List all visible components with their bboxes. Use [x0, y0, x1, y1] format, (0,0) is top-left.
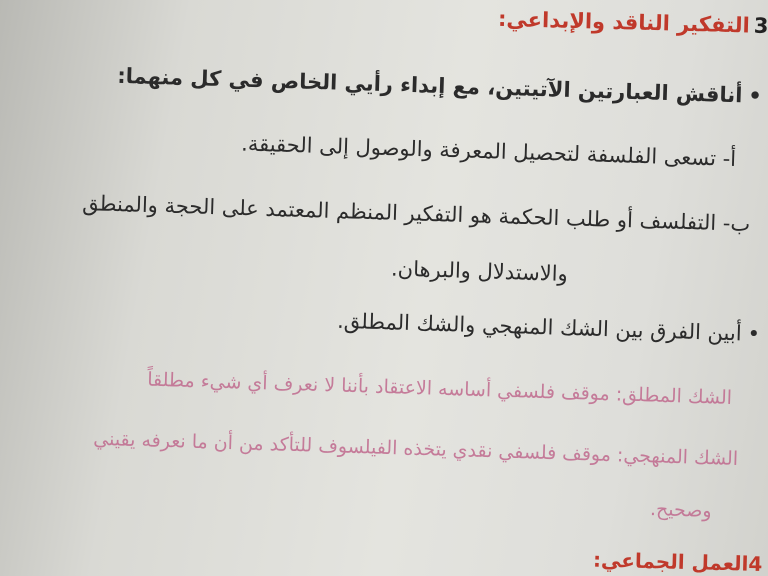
- next-section-heading: [592, 548, 762, 576]
- question-1-item-b-line-2: والاستدلال والبرهان.: [391, 256, 569, 286]
- question-2-text: أبين الفرق بين الشك المنهجي والشك المطلق.: [336, 308, 742, 346]
- bullet-icon: •: [748, 83, 763, 108]
- next-section-title: العمل الجماعي:: [592, 547, 749, 576]
- answer-methodical-doubt-line-1: الشك المنهجي: موقف فلسفي نقدي يتخذه الفيلسوف للتأكد من أن ما نعرفه يقيني: [92, 427, 739, 470]
- bullet-icon: •: [747, 321, 761, 346]
- question-1-item-a: أ- تسعى الفلسفة لتحصيل المعرفة والوصول إلى الحقيقة.: [240, 131, 737, 171]
- answer-methodical-doubt-line-2: وصحيح.: [650, 498, 713, 522]
- section-number: 3: [753, 13, 768, 38]
- answer-absolute-doubt: الشك المطلق: موقف فلسفي أساسه الاعتقاد بأننا لا نعرف أي شيء مطلقاً: [146, 368, 733, 409]
- question-1-item-b-line-1: ب- التفلسف أو طلب الحكمة هو التفكير المنظم المعتمد على الحجة والمنطق: [81, 191, 751, 236]
- section-title: التفكير الناقد والإبداعي:: [497, 6, 750, 38]
- question-1-text: أناقش العبارتين الآتيتين، مع إبداء رأيي الخاص في كل منهما:: [117, 63, 743, 108]
- next-section-number: 4: [747, 551, 763, 576]
